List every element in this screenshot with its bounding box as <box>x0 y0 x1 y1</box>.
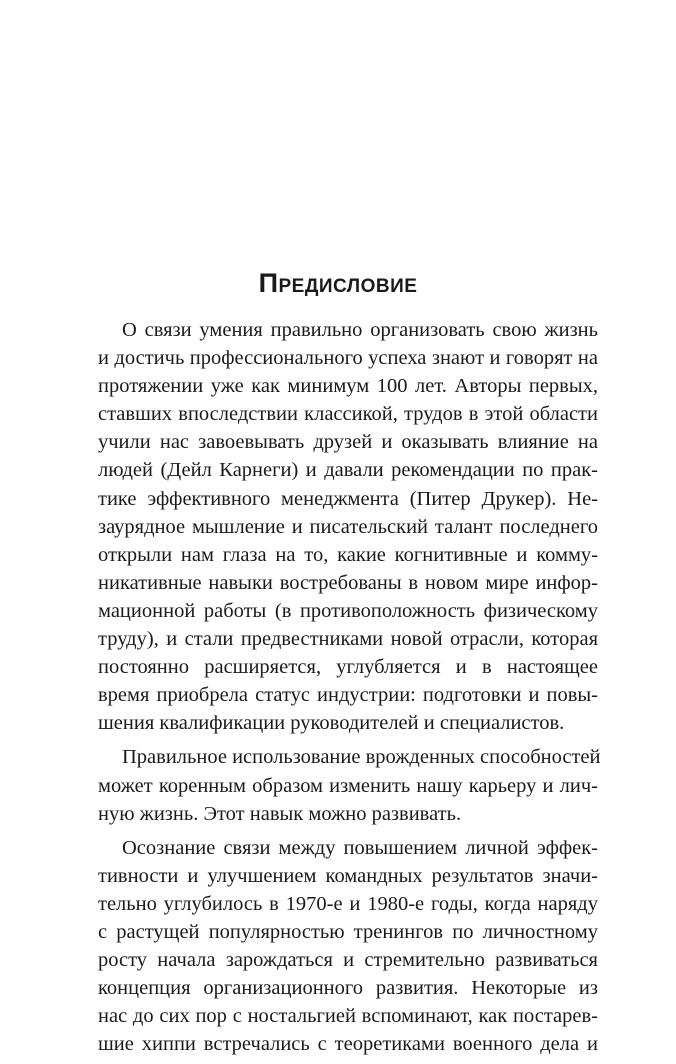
paragraph <box>98 743 601 827</box>
text-line: и достичь профессионального успеха знают и говорят на <box>98 347 598 370</box>
text-line: нас до сих пор с ностальгией вспоминают, как постарев- <box>98 1005 598 1028</box>
text-line: труду), и стали предвестниками новой отрасли, которая <box>98 628 598 651</box>
paragraph <box>98 834 598 1059</box>
text-line: Осознание связи между повышением личной эффек- <box>122 836 598 859</box>
text-line: Правильное использование врожденных способностей <box>122 746 601 769</box>
text-line: заурядное мышление и писательский талант последнего <box>98 515 598 538</box>
text-line: О связи умения правильно организовать свою жизнь <box>122 319 598 341</box>
text-line: с растущей популярностью тренингов по личностному <box>98 920 598 943</box>
text-line: может коренным образом изменить нашу карьеру и лич- <box>98 774 598 797</box>
text-line: протяжении уже как минимум 100 лет. Авторы первых, <box>98 375 598 398</box>
body-text <box>98 316 601 1064</box>
text-line: тивности и улучшением командных результатов значи- <box>98 864 598 887</box>
text-line: время приобрела статус индустрии: подготовки и повы- <box>98 684 598 707</box>
text-line: постоянно расширяется, углубляется и в настоящее <box>98 656 598 679</box>
text-line: людей (Дейл Карнеги) и давали рекомендации по прак- <box>98 459 598 482</box>
chapter-heading: Предисловие <box>258 268 418 298</box>
text-line: тике эффективного менеджмента (Питер Друкер). Не- <box>98 487 598 510</box>
text-line: росту начала зарождаться и стремительно развиваться <box>98 949 598 972</box>
text-line: открыли нам глаза на то, какие когнитивные и комму- <box>98 543 598 566</box>
text-line: шие хиппи встречались с теоретиками военного дела и <box>98 1033 598 1056</box>
text-line: концепция организационного развития. Некоторые из <box>98 977 598 1000</box>
text-line: мационной работы (в противоположность физическому <box>98 599 598 622</box>
text-line: учили нас завоевывать друзей и оказывать влияние на <box>98 431 598 454</box>
text-line: ную жизнь. Этот навык можно развивать. <box>98 802 462 825</box>
text-line: шения квалификации руководителей и специалистов. <box>98 712 565 735</box>
paragraph <box>98 316 598 737</box>
text-line: тельно углубилось в 1970-е и 1980-е годы, когда наряду <box>98 892 598 915</box>
text-line: никативные навыки востребованы в новом мире инфор- <box>98 571 598 594</box>
text-line: ставших впоследствии классикой, трудов в этой области <box>98 403 598 426</box>
